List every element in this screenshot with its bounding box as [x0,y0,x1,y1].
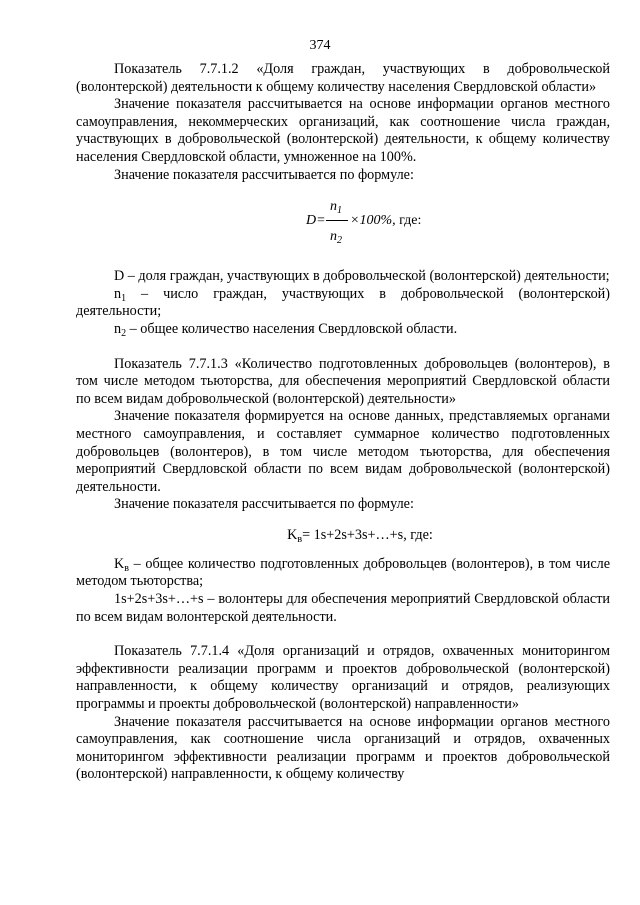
indicator-7-7-1-3-title: Показатель 7.7.1.3 «Количество подготовленных добровольцев (волонтеров), в том числе методом тьюторства, для обеспечения мероприятий Свердловской области по всем видам добровольческой (волонтерской) деятельности» [76,355,610,407]
formula-share-left: D= [306,213,326,229]
indicator-7-7-1-2-title: Показатель 7.7.1.2 «Доля граждан, участвующих в добровольческой (волонтерской) деятельности к общему количеству населения Свердловской области» [76,61,610,95]
fraction-bar [326,220,348,221]
page-number: 374 [309,38,331,53]
indicator-7-7-1-3-description: Значение показателя формируется на основе данных, представляемых органами местного самоуправления, и составляет суммарное количество подготовленных добровольцев (волонтеров), в том числе методом тьюторства, для обеспечения мероприятий Свердловской области по всем видам добровольческой (волонтерской) деятельности. [76,408,610,495]
formula-share-denominator: $n_2$ [330,229,342,247]
formula-intro-2: Значение показателя рассчитывается по формуле: [114,496,414,513]
formula-intro-1: Значение показателя рассчитывается по формуле: [114,166,414,183]
definition-n1: $n_1$ – число граждан, участвующих в добровольческой (волонтерской) деятельности; [76,285,610,320]
formula-share-numerator: $n_1$ [330,199,342,217]
indicator-7-7-1-4-description: Значение показателя рассчитывается на основе информации органов местного самоуправления, как соотношение числа организаций и отрядов, охваченных мониторингом эффективности реализации программ и проектов добровольческой (волонтерской) направленности, к общему количеству [76,713,610,783]
document-body [76,61,610,784]
formula-share-right: ×100%, где: [350,213,422,229]
definition-kv: $K_в$ – общее количество подготовленных добровольцев (волонтеров), в том числе методом тьюторства; [76,555,610,590]
definition-n2: $n_2$ – общее количество населения Свердловской области. [114,320,458,339]
definition-d: D – доля граждан, участвующих в добровольческой (волонтерской) деятельности; [114,268,610,285]
formula-volunteers: $K_в=$ 1s+2s+3s+…+s, где: [287,526,433,545]
formula-share [76,186,610,268]
definition-s: 1s+2s+3s+…+s – волонтеры для обеспечения мероприятий Свердловской области по всем видам волонтерской деятельности. [76,591,610,625]
indicator-7-7-1-2-description: Значение показателя рассчитывается на основе информации органов местного самоуправления, некоммерческих организаций, как соотношение числа граждан, участвующих в добровольческой (волонтерской) деятельности, к общему количеству населения Свердловской области, умноженное на 100%. [76,96,610,165]
indicator-7-7-1-4-title: Показатель 7.7.1.4 «Доля организаций и отрядов, охваченных мониторингом эффективности реализации программ и проектов добровольческой (волонтерской) направленности, к общему количеству организаций и отрядов, реализующих программы и проекты добровольческой (волонтерской) направленности» [76,643,610,713]
